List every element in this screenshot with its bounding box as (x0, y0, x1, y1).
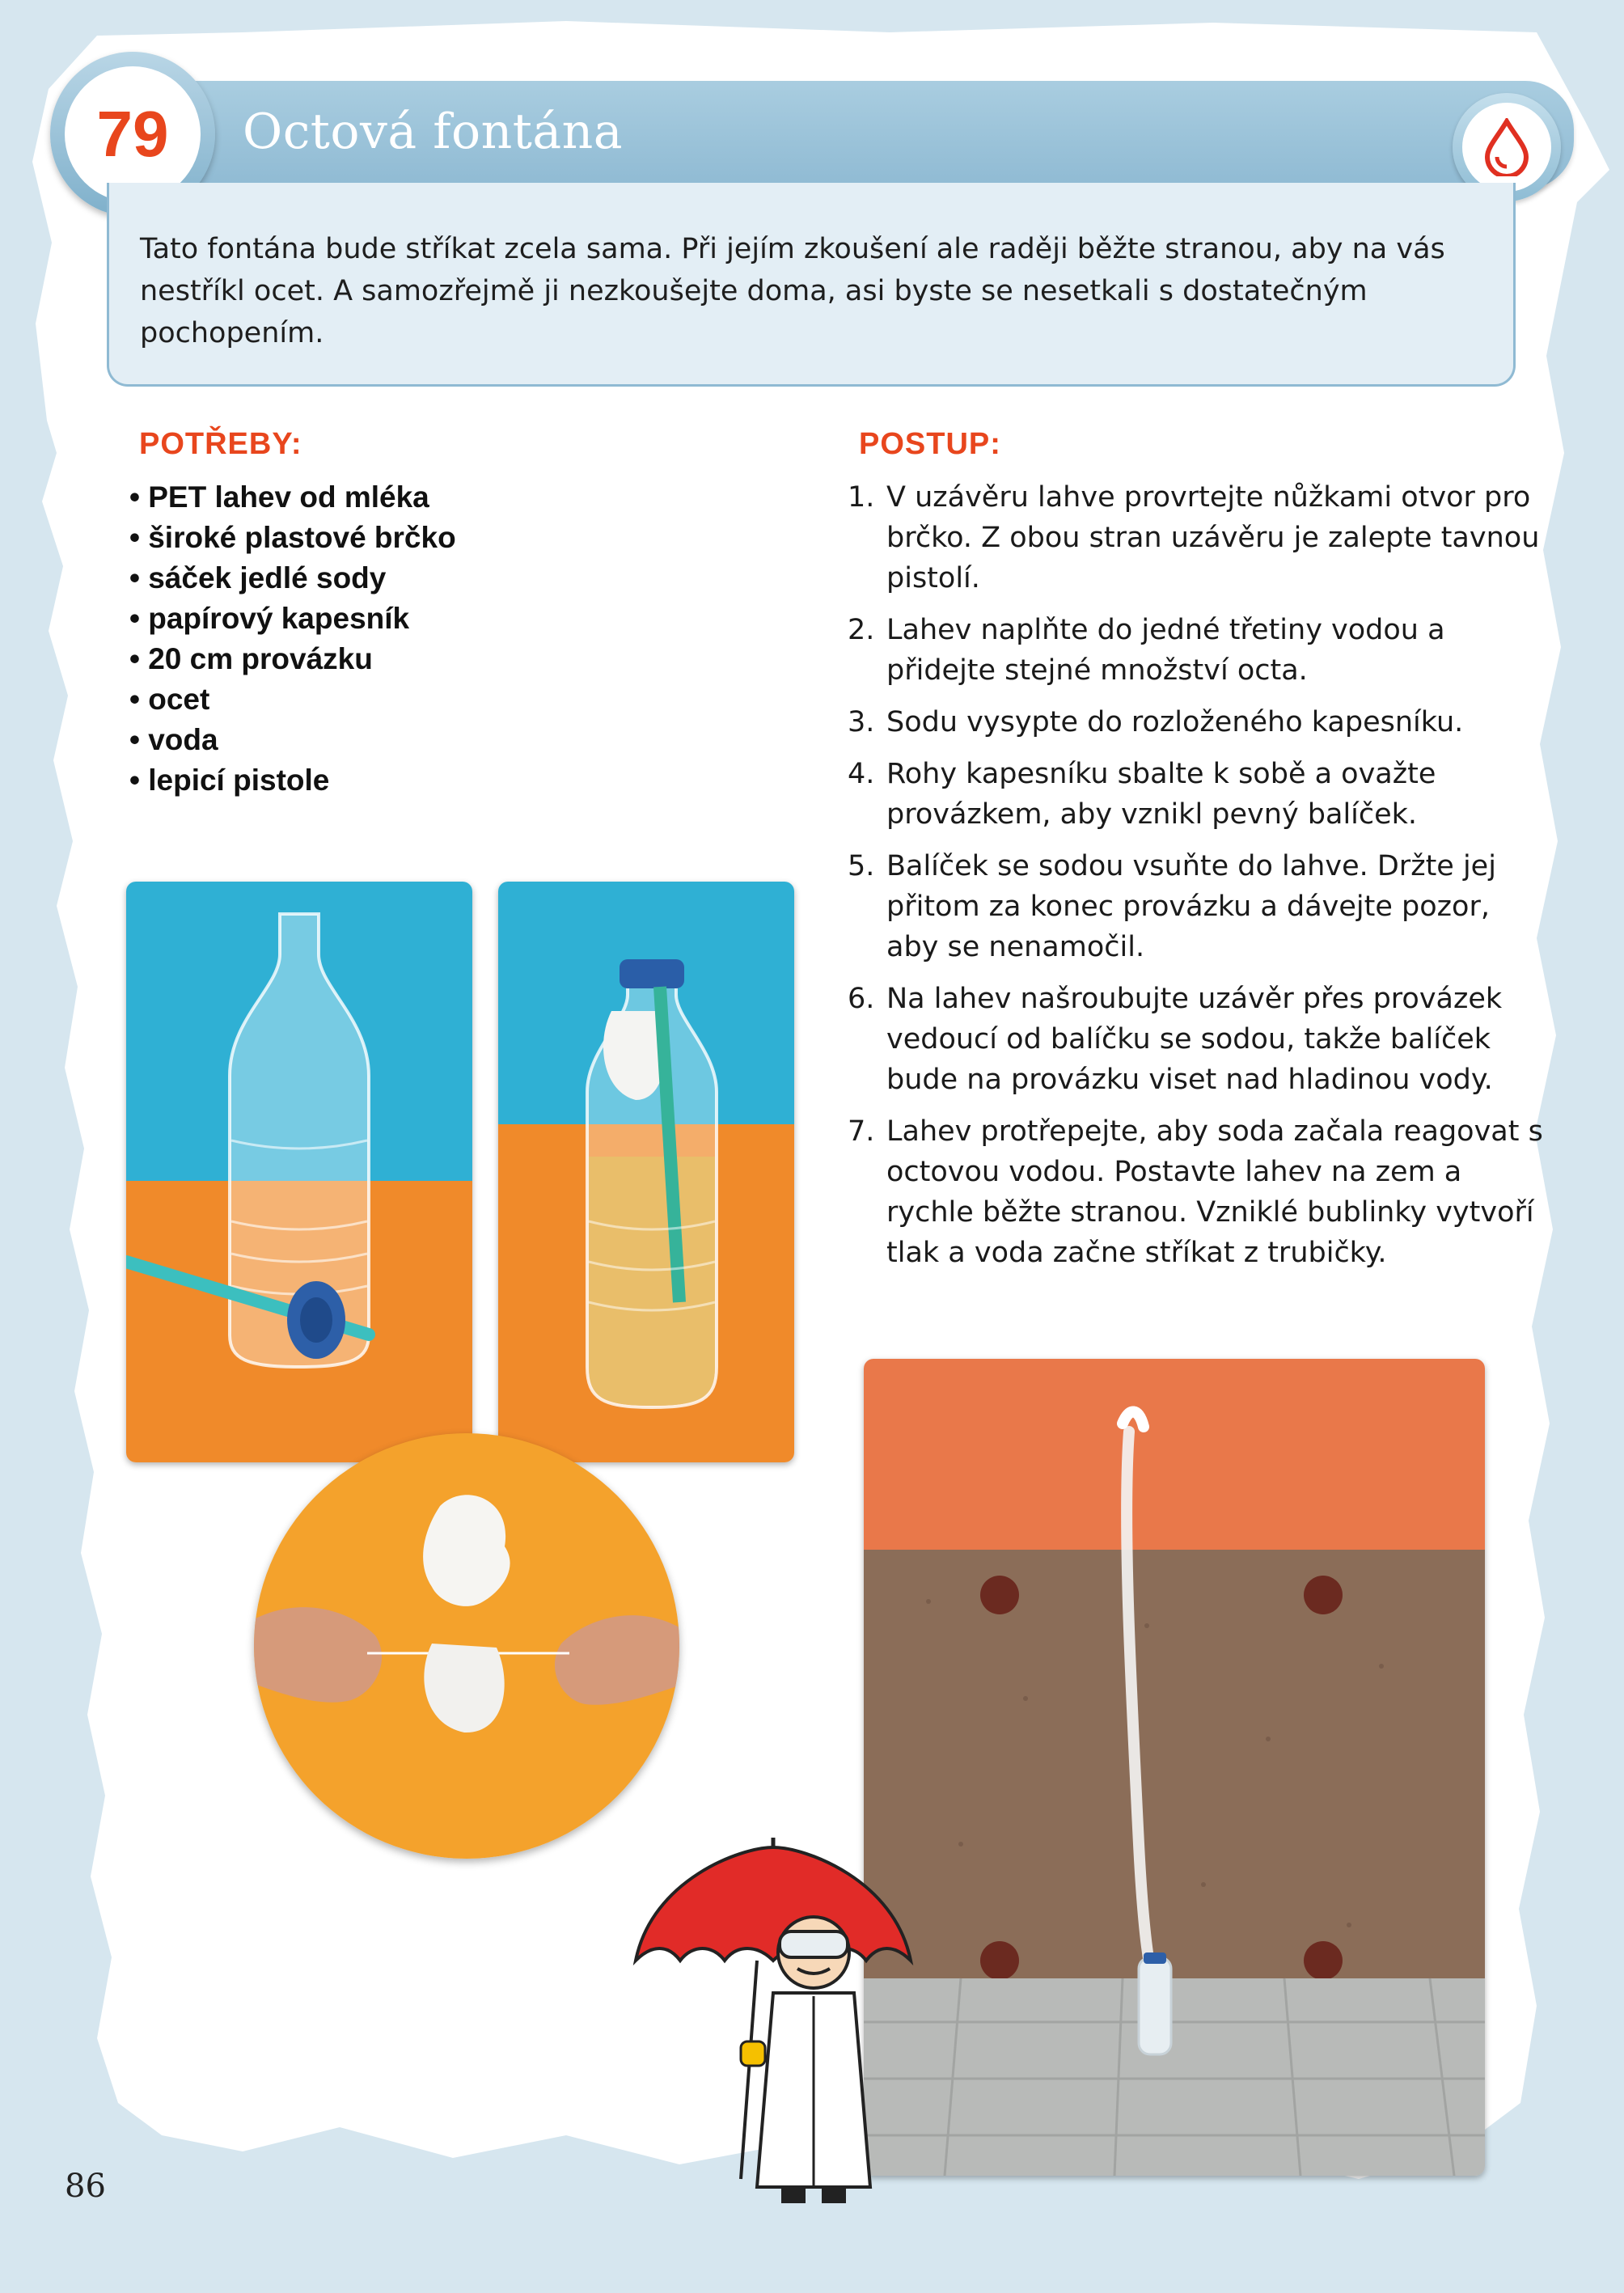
page-number: 86 (65, 2168, 106, 2205)
list-item: • voda (129, 720, 456, 760)
step-item (848, 477, 1543, 599)
step-item (848, 702, 1543, 742)
step-item (848, 846, 1543, 967)
list-item: • široké plastové brčko (129, 518, 456, 558)
list-item: • sáček jedlé sody (129, 558, 456, 599)
step-item (848, 1111, 1543, 1273)
step-text: Lahev protřepejte, aby soda začala reagovat s octovou vodou. Postavte lahev na zem a rychle běžte stranou. Vzniklé bublinky vytvoří tlak a voda začne stříkat z trubičky. (886, 1115, 1543, 1269)
step-item (848, 754, 1543, 835)
step-number: 5. (848, 850, 875, 882)
scientist-illustration (628, 1831, 919, 2211)
step-number: 7. (848, 1115, 875, 1148)
water-drop-icon (1462, 103, 1551, 192)
page-title: Octová fontána (243, 104, 624, 160)
step-text: Rohy kapesníku sbalte k sobě a ovažte provázkem, aby vznikl pevný balíček. (886, 758, 1436, 831)
step-item (848, 610, 1543, 691)
step-number: 6. (848, 983, 875, 1015)
step-text: V uzávěru lahve provrtejte nůžkami otvor pro brčko. Z obou stran uzávěru je zalepte tavnou pistolí. (886, 481, 1540, 594)
procedure-steps (848, 477, 1543, 1284)
photo-fountain (864, 1359, 1485, 2176)
procedure-title: POSTUP: (859, 427, 1001, 461)
experiment-number: 79 (65, 66, 201, 202)
needs-list (129, 477, 456, 801)
step-item (848, 979, 1543, 1100)
step-text: Na lahev našroubujte uzávěr přes provázek vedoucí od balíčku se sodou, takže balíček bude na provázku viset nad hladinou vody. (886, 983, 1503, 1096)
step-number: 4. (848, 758, 875, 790)
step-text: Sodu vysypte do rozloženého kapesníku. (886, 706, 1464, 738)
list-item: • ocet (129, 679, 456, 720)
step-number: 2. (848, 614, 875, 646)
step-number: 3. (848, 706, 875, 738)
photo-filled-bottle (498, 882, 794, 1462)
step-text: Lahev naplňte do jedné třetiny vodou a přidejte stejné množství octa. (886, 614, 1445, 687)
needs-title: POTŘEBY: (139, 427, 302, 461)
intro-text: Tato fontána bude stříkat zcela sama. Při jejím zkoušení ale raději běžte stranou, aby na vás nestříkl ocet. A samozřejmě ji nezkoušejte doma, asi byste se nesetkali s dostatečným pochopením. (140, 233, 1445, 349)
photo-tying-packet (254, 1433, 679, 1859)
step-text: Balíček se sodou vsuňte do lahve. Držte jej přitom za konec provázku a dávejte pozor, aby se nenamočil. (886, 850, 1496, 963)
list-item: • 20 cm provázku (129, 639, 456, 679)
list-item: • lepicí pistole (129, 760, 456, 801)
step-number: 1. (848, 481, 875, 514)
photo-empty-bottle (126, 882, 472, 1462)
list-item: • papírový kapesník (129, 599, 456, 639)
intro-box (107, 183, 1516, 387)
list-item: • PET lahev od mléka (129, 477, 456, 518)
